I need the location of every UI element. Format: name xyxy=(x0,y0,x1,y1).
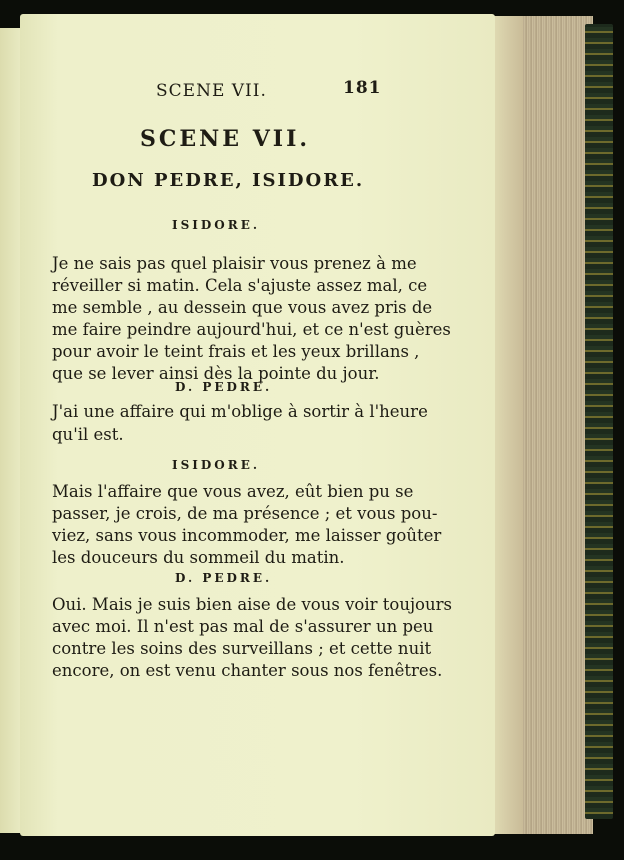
text-line: J'ai une affaire qui m'oblige à sortir à l'heure xyxy=(52,402,428,421)
page-block-edges xyxy=(483,16,593,834)
text-line: viez, sans vous incommoder, me laisser goûter xyxy=(52,526,442,545)
text-line: avec moi. Il n'est pas mal de s'assurer un peu xyxy=(52,617,434,636)
text-line: Oui. Mais je suis bien aise de vous voir toujours xyxy=(52,595,452,614)
text-line: contre les soins des surveillans ; et cette nuit xyxy=(52,639,432,658)
text-line: réveiller si matin. Cela s'ajuste assez mal, ce xyxy=(52,276,428,295)
scene-title: SCENE VII. xyxy=(140,126,311,152)
page-number: 181 xyxy=(343,78,382,98)
text-line: me faire peindre aujourd'hui, et ce n'est guères xyxy=(52,320,451,339)
speaker-name: D. PEDRE. xyxy=(175,571,273,585)
text-line: Mais l'affaire que vous avez, eût bien pu se xyxy=(52,482,414,501)
character-list: DON PEDRE, ISIDORE. xyxy=(92,170,365,191)
speaker-name: D. PEDRE. xyxy=(175,380,273,394)
text-line: pour avoir le teint frais et les yeux brillans , xyxy=(52,342,420,361)
running-head: SCENE VII. xyxy=(156,81,267,101)
speaker-name: ISIDORE. xyxy=(172,218,261,232)
text-line: que se lever ainsi dès la pointe du jour. xyxy=(52,364,380,383)
text-line: qu'il est. xyxy=(52,425,124,444)
speaker-name: ISIDORE. xyxy=(172,458,261,472)
text-line: encore, on est venu chanter sous nos fenêtres. xyxy=(52,661,443,680)
text-line: passer, je crois, de ma présence ; et vous pou- xyxy=(52,504,438,523)
facing-page-edge xyxy=(0,28,22,833)
text-line: me semble , au dessein que vous avez pris de xyxy=(52,298,433,317)
text-line: Je ne sais pas quel plaisir vous prenez à me xyxy=(52,254,417,273)
book-binding xyxy=(585,24,613,819)
text-line: les douceurs du sommeil du matin. xyxy=(52,548,345,567)
